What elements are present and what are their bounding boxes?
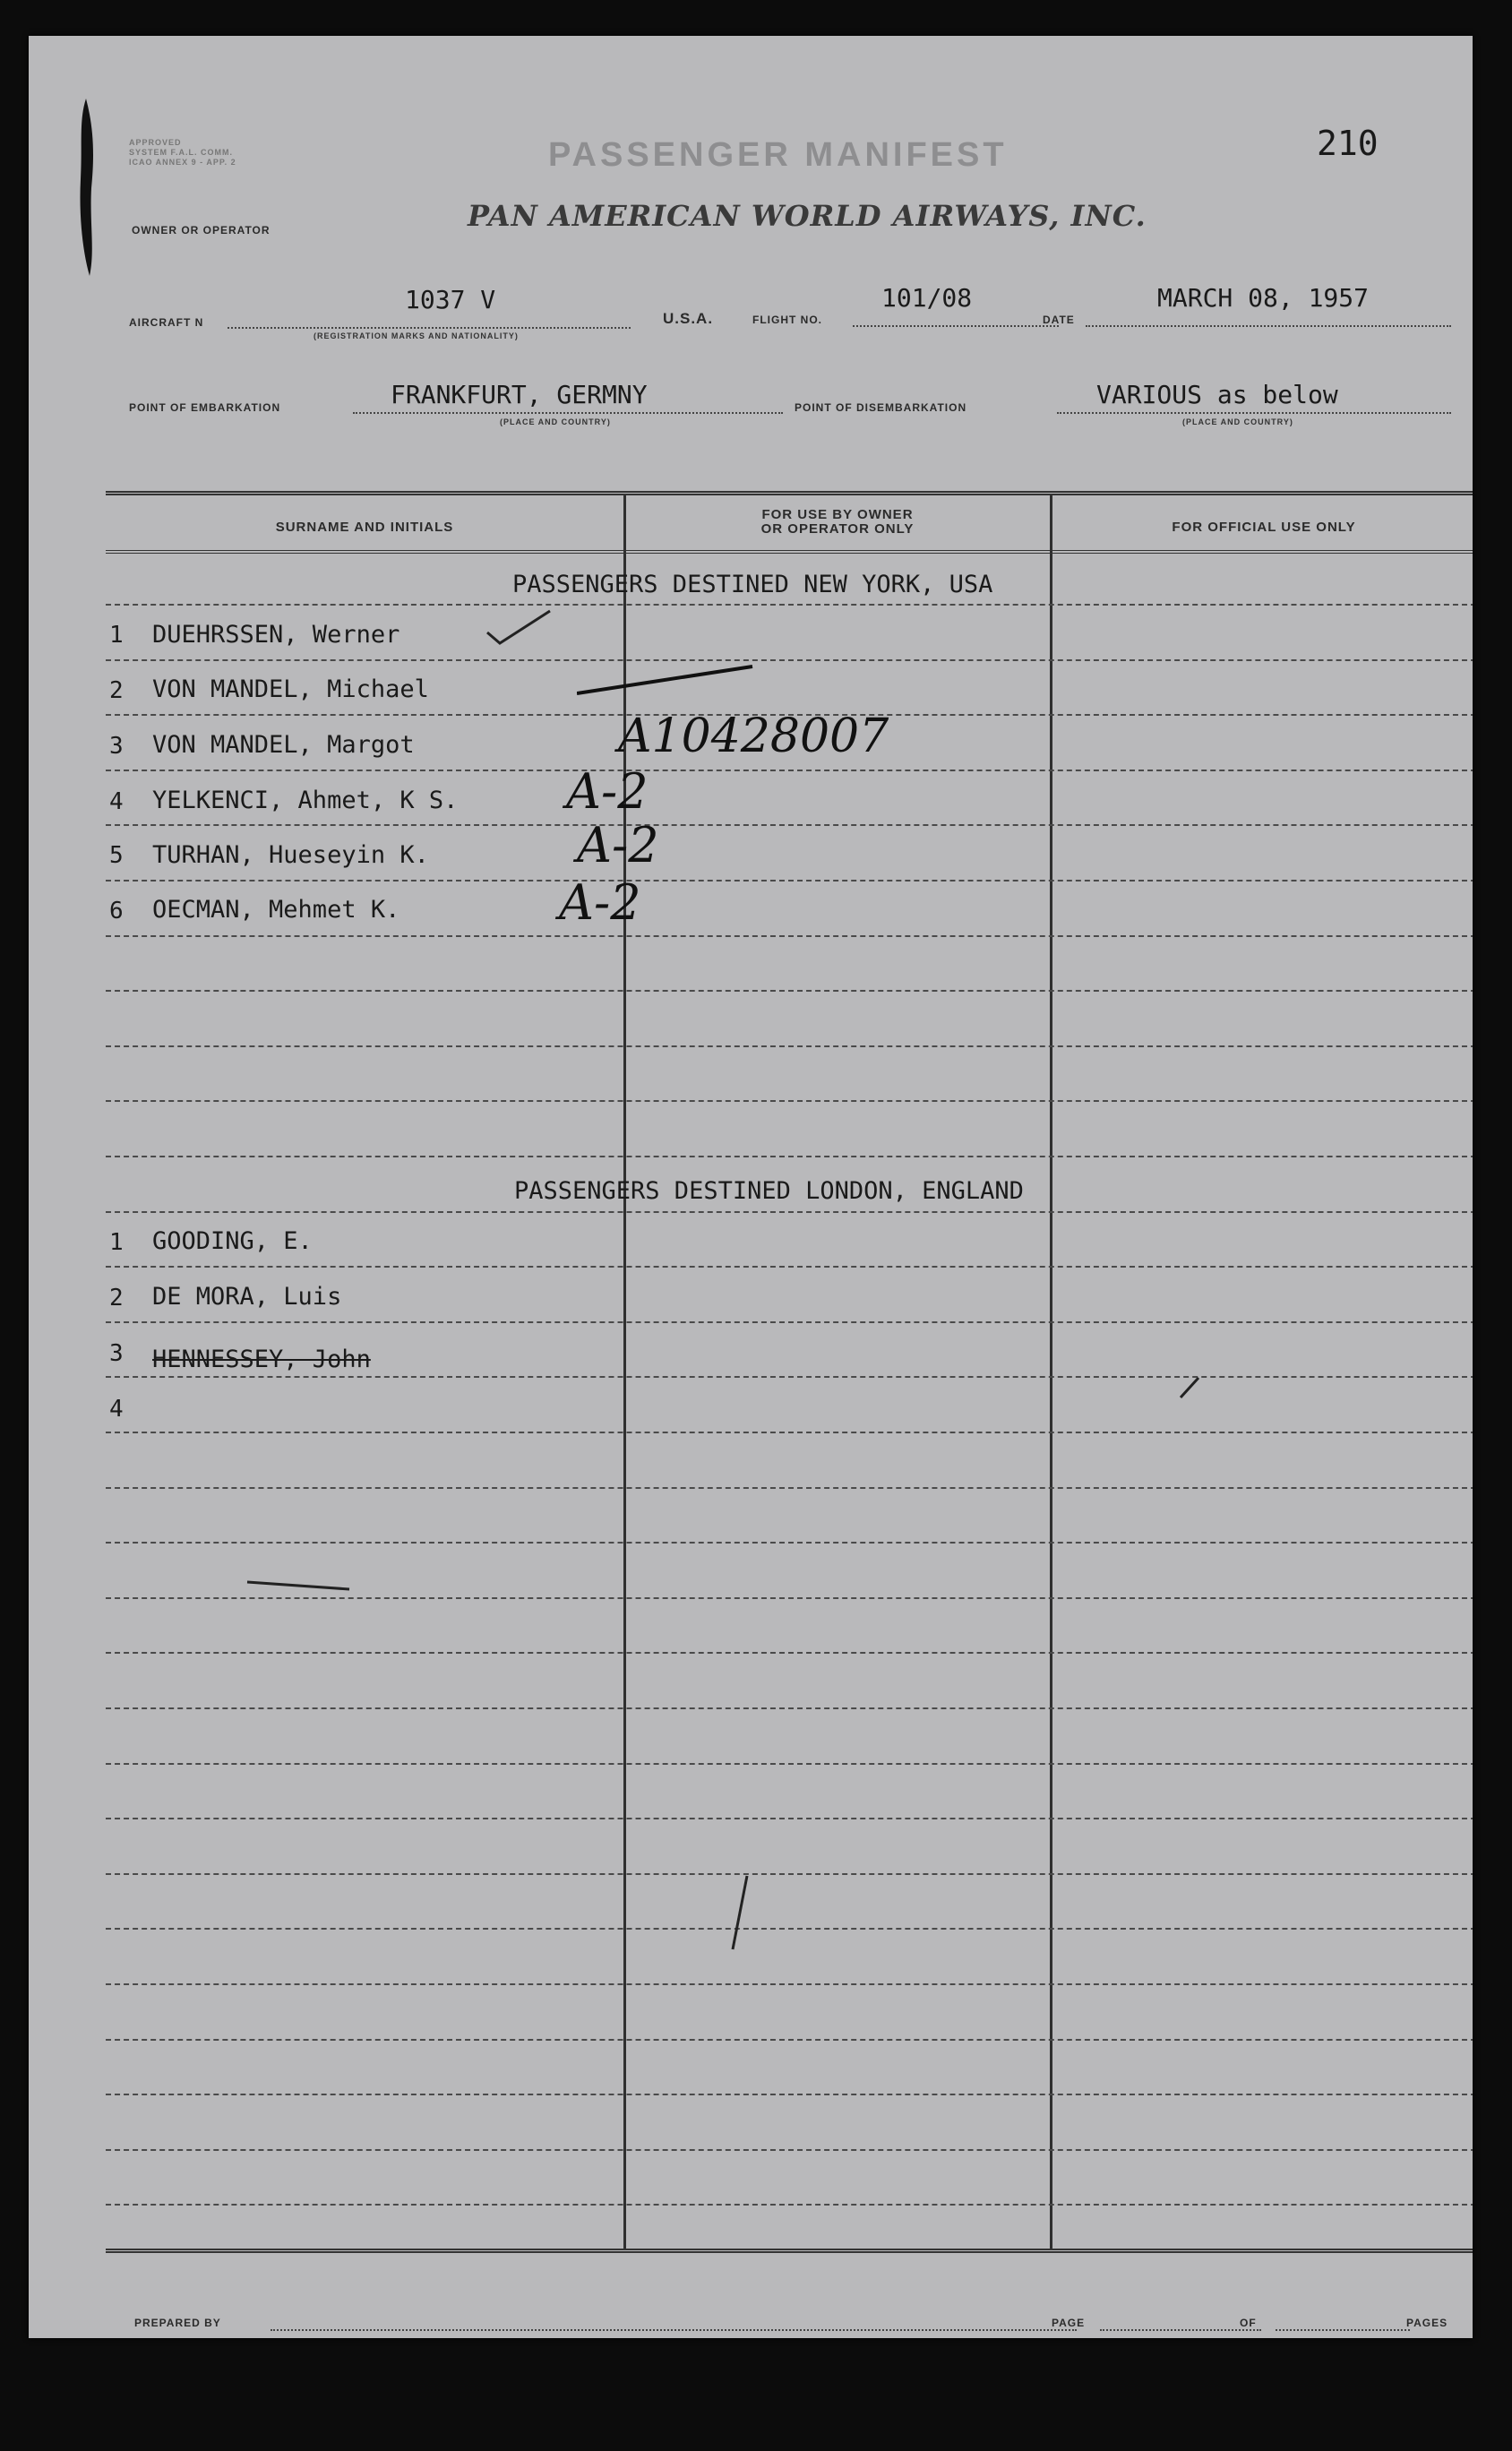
row-rule xyxy=(106,2039,1473,2041)
pages-label: PAGES xyxy=(1406,2317,1448,2329)
row-rule xyxy=(106,1597,1473,1599)
row-rule xyxy=(106,2204,1473,2206)
row-rule xyxy=(106,659,1473,661)
row-number: 3 xyxy=(109,733,124,760)
of-label: OF xyxy=(1240,2317,1257,2329)
row-number: 3 xyxy=(109,1340,124,1367)
row-rule xyxy=(106,1376,1473,1378)
row-rule xyxy=(106,935,1473,937)
handwritten-note: A10428007 xyxy=(618,710,889,763)
disembarkation-value: VARIOUS as below xyxy=(1096,380,1338,409)
row-rule xyxy=(106,824,1473,826)
tick-mark-icon xyxy=(1177,1374,1204,1401)
aircraft-label: AIRCRAFT N xyxy=(129,316,204,329)
row-number: 4 xyxy=(109,788,124,815)
page-line xyxy=(1100,2329,1261,2331)
row-number: 1 xyxy=(109,622,124,649)
passenger-name: OECMAN, Mehmet K. xyxy=(152,896,400,924)
row-rule xyxy=(106,1100,1473,1102)
row-number: 4 xyxy=(109,1396,124,1423)
embarkation-line xyxy=(353,412,783,414)
table-top-rule xyxy=(106,491,1473,495)
owner-label: OWNER OR OPERATOR xyxy=(132,224,271,236)
column-header-owner xyxy=(625,508,1050,537)
row-rule xyxy=(106,1156,1473,1157)
table-header-rule xyxy=(106,550,1473,554)
date-label: DATE xyxy=(1043,314,1075,326)
aircraft-value: 1037 V xyxy=(405,285,496,314)
passenger-name: GOODING, E. xyxy=(152,1227,313,1255)
check-mark-icon xyxy=(484,606,555,650)
manifest-page xyxy=(29,36,1473,2338)
page-title: PASSENGER MANIFEST xyxy=(548,136,1008,174)
row-rule xyxy=(106,2149,1473,2151)
column-header-owner-line: OR OPERATOR ONLY xyxy=(760,521,915,537)
row-rule xyxy=(106,1211,1473,1213)
flight-no-line xyxy=(853,325,1059,327)
section-heading-new-york: PASSENGERS DESTINED NEW YORK, USA xyxy=(512,571,993,598)
column-header-official: FOR OFFICIAL USE ONLY xyxy=(1172,520,1356,535)
row-rule xyxy=(106,1983,1473,1985)
handwritten-note: A-2 xyxy=(577,817,659,873)
page-number: 210 xyxy=(1317,124,1379,163)
row-rule xyxy=(106,604,1473,606)
row-rule xyxy=(106,1763,1473,1765)
approval-stamp xyxy=(129,138,236,168)
page-label: PAGE xyxy=(1052,2317,1086,2329)
company-name: PAN AMERICAN WORLD AIRWAYS, INC. xyxy=(468,199,1147,233)
row-number: 2 xyxy=(109,677,124,704)
passenger-name: TURHAN, Hueseyin K. xyxy=(152,841,429,869)
row-rule xyxy=(106,1707,1473,1709)
passenger-name: HENNESSEY, John xyxy=(152,1346,371,1373)
row-number: 6 xyxy=(109,898,124,924)
of-line xyxy=(1276,2329,1410,2331)
disembarkation-label: POINT OF DISEMBARKATION xyxy=(795,401,967,414)
row-rule xyxy=(106,1487,1473,1489)
table-bottom-rule xyxy=(106,2249,1473,2253)
flight-no-label: FLIGHT NO. xyxy=(752,314,822,326)
approval-line: SYSTEM F.A.L. COMM. xyxy=(129,148,234,157)
row-number: 1 xyxy=(109,1229,124,1256)
passenger-name: VON MANDEL, Michael xyxy=(152,675,429,703)
passenger-name: DUEHRSSEN, Werner xyxy=(152,621,400,649)
row-rule xyxy=(106,2094,1473,2095)
row-rule xyxy=(106,1873,1473,1875)
usa-label: U.S.A. xyxy=(663,310,714,327)
row-rule xyxy=(106,770,1473,771)
embarkation-caption: (PLACE AND COUNTRY) xyxy=(500,417,611,426)
row-rule xyxy=(106,880,1473,882)
date-line xyxy=(1086,325,1451,327)
date-value: MARCH 08, 1957 xyxy=(1157,283,1370,313)
passenger-name: YELKENCI, Ahmet, K S. xyxy=(152,787,459,814)
row-rule xyxy=(106,1818,1473,1819)
embarkation-value: FRANKFURT, GERMNY xyxy=(391,380,648,409)
row-rule xyxy=(106,1432,1473,1433)
tick-mark-icon xyxy=(727,1872,754,1953)
approval-line: ICAO ANNEX 9 - APP. 2 xyxy=(129,158,236,167)
passenger-name: VON MANDEL, Margot xyxy=(152,731,415,759)
row-rule xyxy=(106,1652,1473,1654)
row-rule xyxy=(106,1266,1473,1268)
row-rule xyxy=(106,990,1473,992)
prepared-by-line xyxy=(271,2329,1077,2331)
row-rule xyxy=(106,1321,1473,1323)
prepared-by-label: PREPARED BY xyxy=(134,2317,221,2329)
binding-mark-icon xyxy=(73,99,100,278)
row-rule xyxy=(106,1045,1473,1047)
row-rule xyxy=(106,1928,1473,1930)
passenger-name: DE MORA, Luis xyxy=(152,1283,342,1311)
approval-line: APPROVED xyxy=(129,138,182,147)
registration-caption: (REGISTRATION MARKS AND NATIONALITY) xyxy=(314,331,519,340)
column-header-owner-line: FOR USE BY OWNER xyxy=(761,507,914,522)
row-rule xyxy=(106,1542,1473,1544)
column-header-surname: SURNAME AND INITIALS xyxy=(275,520,454,535)
row-number: 5 xyxy=(109,842,124,869)
column-divider-2 xyxy=(1050,495,1052,2249)
disembarkation-line xyxy=(1057,412,1451,414)
embarkation-label: POINT OF EMBARKATION xyxy=(129,401,281,414)
pen-stroke-icon xyxy=(245,1577,353,1595)
aircraft-line xyxy=(228,327,631,329)
section-heading-london: PASSENGERS DESTINED LONDON, ENGLAND xyxy=(514,1177,1024,1205)
disembarkation-caption: (PLACE AND COUNTRY) xyxy=(1182,417,1293,426)
pen-stroke-icon xyxy=(577,663,756,699)
handwritten-note: A-2 xyxy=(559,874,641,931)
handwritten-note: A-2 xyxy=(566,763,649,820)
row-number: 2 xyxy=(109,1285,124,1312)
flight-no-value: 101/08 xyxy=(881,283,973,313)
